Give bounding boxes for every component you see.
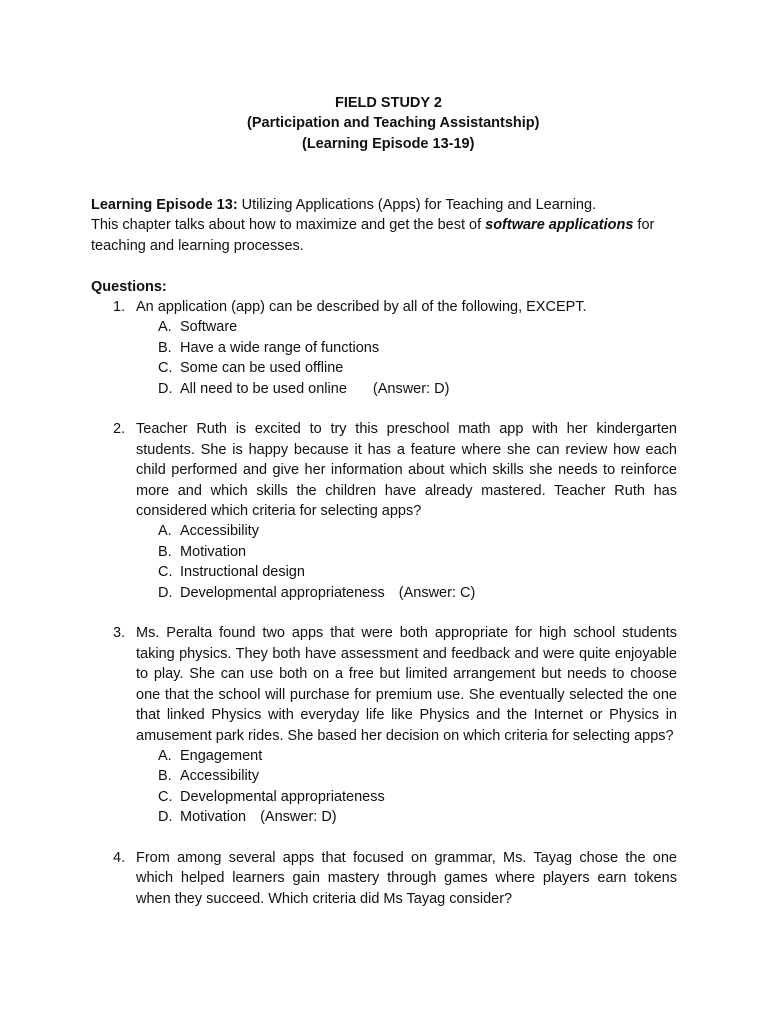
option-letter: B. [158,339,172,356]
option-text: Engagement [180,747,263,764]
question-item [113,419,677,603]
option-item [136,542,677,562]
option-letter: D. [158,809,173,826]
question-number: 2. [113,421,126,438]
description-text-end: for teaching and learning processes. [91,217,655,254]
option-text: Some can be used offline [180,360,344,377]
option-list [136,746,677,828]
question-number: 1. [113,299,126,316]
option-text: All need to be used online [180,380,347,397]
option-item [136,379,677,399]
option-item [136,583,677,603]
option-text: Motivation [180,809,247,826]
option-item [136,746,677,766]
option-letter: D. [158,380,173,397]
episode-range: (Learning Episode 13-19) [302,135,475,152]
option-text: Developmental appropriateness [180,584,385,601]
option-text: Accessibility [180,523,259,540]
option-item [136,358,677,378]
document-body [91,195,679,909]
option-text: Have a wide range of functions [180,339,380,356]
option-list [136,521,677,603]
option-letter: C. [158,564,173,581]
course-title: FIELD STUDY 2 [335,95,442,111]
course-subtitle: (Participation and Teaching Assistantship) [247,115,540,132]
option-letter: D. [158,584,173,601]
option-letter: A. [158,523,172,540]
option-item [136,338,677,358]
option-item [136,766,677,786]
answer-key: (Answer: D) [260,809,337,826]
option-item [136,787,677,807]
question-number: 4. [113,849,126,866]
option-letter: B. [158,768,172,785]
option-text: Software [180,319,238,336]
episode-title: Utilizing Applications (Apps) for Teaching and Learning. [237,197,597,213]
option-letter: C. [158,360,173,377]
option-item [136,562,677,582]
question-stem: Teacher Ruth is excited to try this preschool math app with her kindergarten students. She is happy because it has a feature where she can review how each child performed and give her information about which skills she needs to reinforce more and which skills the children have already mastered. Teacher Ruth has considered which criteria for selecting apps? [136,421,677,520]
option-text: Accessibility [180,768,259,785]
option-letter: A. [158,747,172,764]
description-text: This chapter talks about how to maximize and get the best of [91,217,486,234]
option-text: Motivation [180,543,247,560]
option-item [136,807,677,827]
answer-key: (Answer: D) [372,380,450,397]
description-emphasis: software applications [485,217,634,234]
option-letter: A. [158,319,172,336]
option-text: Instructional design [180,564,305,581]
option-item [136,317,677,337]
question-item [113,297,677,399]
answer-key: (Answer: C) [398,584,476,601]
option-list [136,317,677,399]
question-stem: Ms. Peralta found two apps that were both appropriate for high school students taking physics. They both have assessment and feedback and were quite enjoyable to play. She can use both on a free but limited arrangement but needs to choose one that the school will purchase for premium use. She eventually selected the one that linked Physics with everyday life like Physics and the Internet or Physics in amusement park rides. She based her decision on which criteria for selecting apps? [136,625,677,744]
episode-intro [91,195,679,256]
question-item [113,623,677,827]
episode-heading [91,195,679,215]
episode-label: Learning Episode 13: [91,197,238,213]
question-stem: From among several apps that focused on grammar, Ms. Tayag chose the one which helped learners gain mastery through games where players earn tokens when they succeed. Which criteria did Ms Tayag consider? [136,849,677,907]
question-number: 3. [113,625,126,642]
option-letter: B. [158,543,172,560]
question-stem: An application (app) can be described by all of the following, EXCEPT. [136,299,587,316]
episode-description [91,215,679,256]
option-text: Developmental appropriateness [180,788,385,805]
questions-heading: Questions: [91,278,167,295]
option-item [136,521,677,541]
option-letter: C. [158,788,173,805]
question-item [113,848,677,909]
